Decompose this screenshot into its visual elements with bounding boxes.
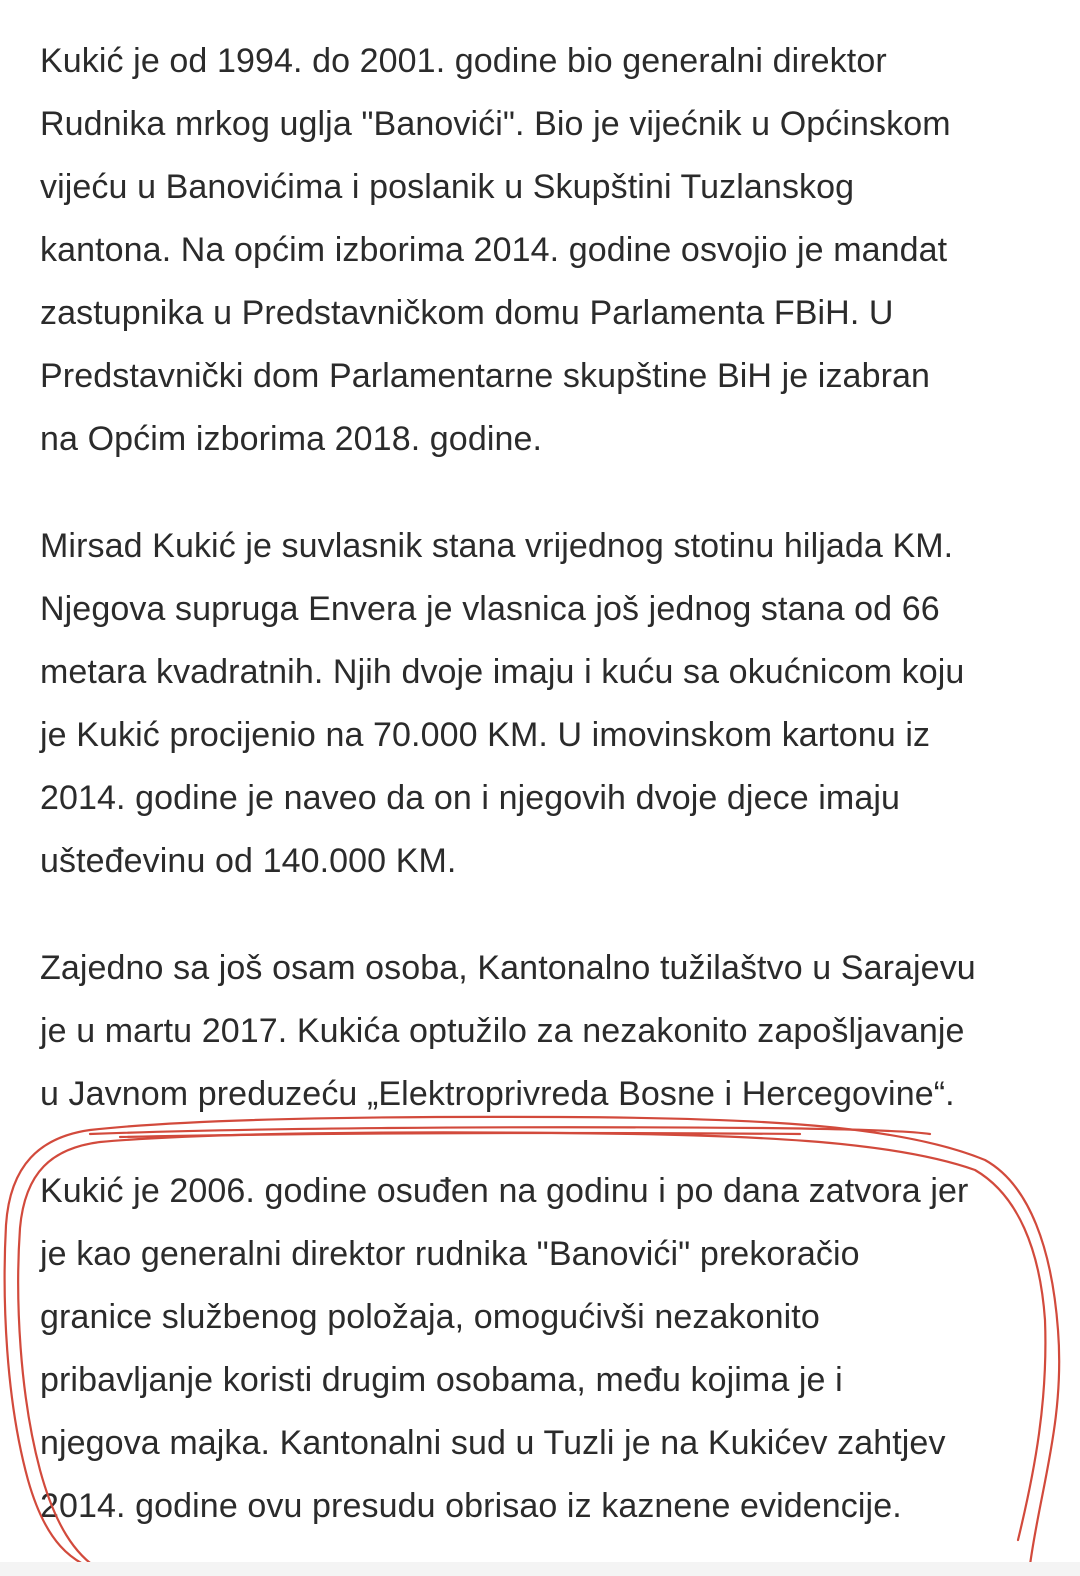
text-line: Kukić je 2006. godine osuđen na godinu i po dana zatvora jer [40,1172,969,1210]
text-line: Mirsad Kukić je suvlasnik stana vrijednog stotinu hiljada KM. [40,527,954,565]
text-line: pribavljanje koristi drugim osobama, među kojima je i [40,1361,843,1399]
text-line: vijeću u Banovićima i poslanik u Skupštini Tuzlanskog [40,168,855,206]
paragraph-indictment [40,937,1050,1126]
text-line: na Općim izborima 2018. godine. [40,420,543,458]
text-line: je u martu 2017. Kukića optužilo za nezakonito zapošljavanje [40,1012,965,1050]
text-line: Rudnika mrkog uglja "Banovići". Bio je vijećnik u Općinskom [40,105,951,143]
paragraph-career [40,30,1050,471]
text-line: granice službenog položaja, omogućivši nezakonito [40,1298,820,1336]
text-line: zastupnika u Predstavničkom domu Parlamenta FBiH. U [40,294,894,332]
bottom-edge [0,1562,1080,1576]
text-line: je kao generalni direktor rudnika "Banovići" prekoračio [40,1235,860,1273]
paragraph-assets [40,515,1050,893]
text-line: je Kukić procijenio na 70.000 KM. U imovinskom kartonu iz [40,716,931,754]
text-line: kantona. Na općim izborima 2014. godine osvojio je mandat [40,231,948,269]
text-line: ušteđevinu od 140.000 KM. [40,842,457,880]
text-line: 2014. godine je naveo da on i njegovih dvoje djece imaju [40,779,900,817]
text-line: Predstavnički dom Parlamentarne skupštine BiH je izabran [40,357,931,395]
text-line: metara kvadratnih. Njih dvoje imaju i kuću sa okućnicom koju [40,653,965,691]
text-line: Njegova supruga Envera je vlasnica još jednog stana od 66 [40,590,940,628]
text-line: Kukić je od 1994. do 2001. godine bio generalni direktor [40,42,887,80]
text-line: Zajedno sa još osam osoba, Kantonalno tužilaštvo u Sarajevu [40,949,976,987]
text-line: njegova majka. Kantonalni sud u Tuzli je na Kukićev zahtjev [40,1424,946,1462]
text-line: u Javnom preduzeću „Elektroprivreda Bosne i Hercegovine“. [40,1075,955,1113]
paragraph-conviction [40,1160,1050,1538]
text-line: 2014. godine ovu presudu obrisao iz kaznene evidencije. [40,1487,902,1525]
article-body [40,30,1050,1538]
